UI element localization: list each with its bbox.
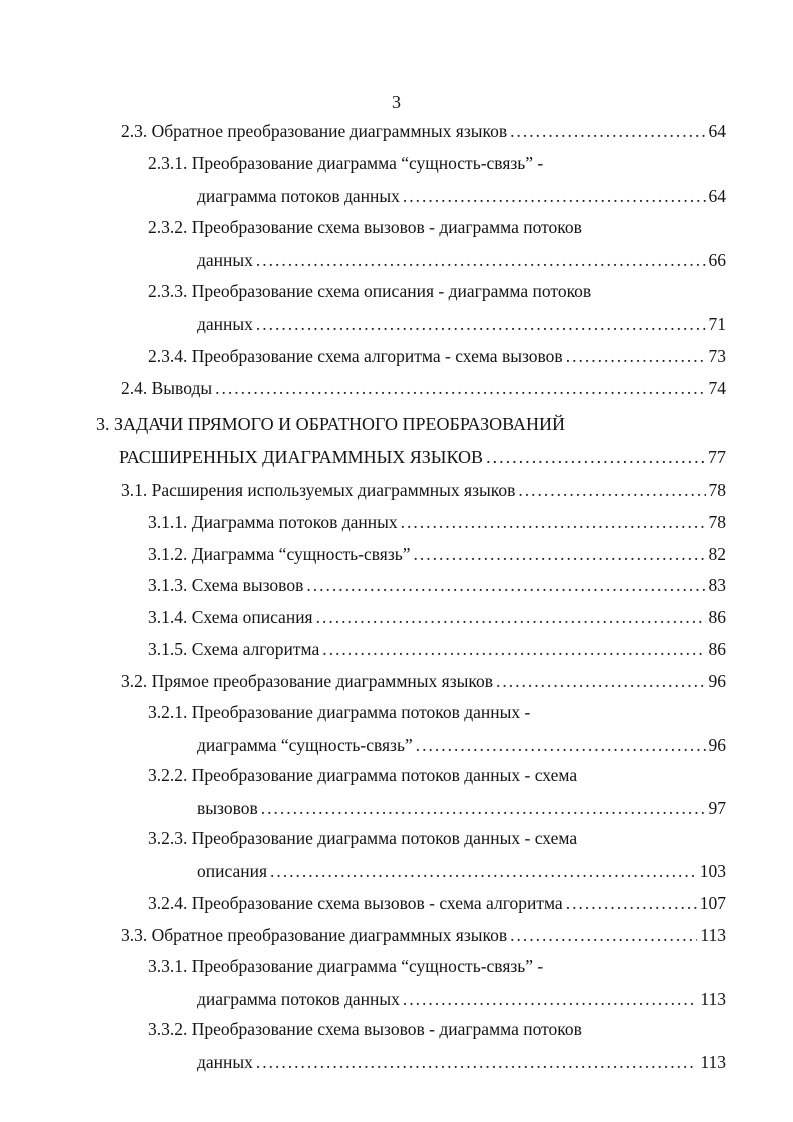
- dot-leader: [401, 511, 706, 533]
- toc-entry-continuation: [197, 311, 726, 335]
- toc-chapter-heading: [96, 413, 726, 437]
- toc-entry-page: 113: [700, 925, 726, 945]
- toc-entry-continuation: [197, 795, 726, 819]
- toc-entry-title: диаграмма потоков данных: [197, 186, 400, 206]
- toc-entry-page: 107: [699, 893, 726, 913]
- toc-entry-page: 86: [708, 639, 726, 659]
- dot-leader: [510, 924, 697, 946]
- toc-entry: [148, 343, 726, 367]
- dot-leader: [510, 120, 705, 142]
- toc-entry: [148, 955, 726, 979]
- toc-entry-page: 96: [708, 735, 726, 755]
- toc-entry-title: диаграмма потоков данных: [197, 989, 400, 1009]
- toc-entry-title: 3.3. Обратное преобразование диаграммных языков: [121, 925, 508, 945]
- toc-entry-continuation: [197, 183, 726, 207]
- toc-entry: [148, 572, 726, 596]
- toc-entry-page: 86: [708, 607, 726, 627]
- toc-entry-title: 3.1.2. Диаграмма “сущность-связь”: [148, 544, 411, 564]
- toc-entry-continuation: [197, 732, 726, 756]
- toc-entry-continuation: [197, 858, 726, 882]
- toc-entry-continuation: [197, 986, 726, 1010]
- dot-leader: [316, 606, 706, 628]
- dot-leader: [256, 313, 706, 335]
- dot-leader: [322, 638, 705, 660]
- toc-entry: [148, 636, 726, 660]
- toc-entry-continuation: [197, 247, 726, 271]
- toc-entry: [148, 604, 726, 628]
- toc-entry: [121, 922, 726, 946]
- toc-entry-title: РАСШИРЕННЫХ ДИАГРАММНЫХ ЯЗЫКОВ: [119, 447, 484, 467]
- toc-entry: [148, 280, 726, 304]
- toc-entry-title: 3.1.1. Диаграмма потоков данных: [148, 512, 398, 532]
- dot-leader: [416, 734, 706, 756]
- dot-leader: [566, 892, 697, 914]
- toc-entry: [121, 375, 726, 399]
- toc-entry-title: 3.2. Прямое преобразование диаграммных языков: [121, 671, 494, 691]
- toc-entry-title: 2.3.3. Преобразование схема описания - диаграмма потоков: [148, 281, 592, 301]
- toc-entry-page: 74: [708, 378, 726, 398]
- dot-leader: [270, 860, 697, 882]
- toc-entry-page: 78: [708, 512, 726, 532]
- dot-leader: [518, 479, 705, 501]
- toc-entry-page: 64: [708, 186, 726, 206]
- toc-entry: [148, 890, 726, 914]
- dot-leader: [256, 1051, 697, 1073]
- toc-entry-title: 3.1.3. Схема вызовов: [148, 575, 304, 595]
- toc-entry: [148, 152, 726, 176]
- dot-leader: [414, 543, 706, 565]
- toc-entry-title: данных: [197, 314, 253, 334]
- toc-entry: [148, 764, 726, 788]
- toc-entry-page: 64: [708, 121, 726, 141]
- toc-entry-page: 96: [708, 671, 726, 691]
- toc-entry-page: 82: [708, 544, 726, 564]
- toc-entry-page: 71: [708, 314, 726, 334]
- toc-entry-title: 3.3.2. Преобразование схема вызовов - диаграмма потоков: [148, 1019, 582, 1039]
- toc-entry-page: 113: [700, 989, 726, 1009]
- toc-entry-page: 103: [699, 861, 726, 881]
- toc-entry-page: 83: [708, 575, 726, 595]
- toc-entry-title: 3.2.4. Преобразование схема вызовов - схема алгоритма: [148, 893, 563, 913]
- toc-entry: [121, 668, 726, 692]
- toc-entry-title: 3.2.2. Преобразование диаграмма потоков данных - схема: [148, 765, 578, 785]
- toc-entry-title: 2.3.2. Преобразование схема вызовов - диаграмма потоков: [148, 217, 582, 237]
- dot-leader: [261, 797, 706, 819]
- dot-leader: [403, 185, 706, 207]
- toc-entry-title: описания: [197, 861, 268, 881]
- dot-leader: [256, 249, 706, 271]
- toc-entry-page: 66: [708, 250, 726, 270]
- dot-leader: [496, 670, 705, 692]
- dot-leader: [306, 574, 705, 596]
- dot-leader: [403, 988, 698, 1010]
- toc-entry-page: 77: [708, 447, 726, 467]
- toc-entry: [121, 118, 726, 142]
- dot-leader: [215, 377, 705, 399]
- toc-entry: [148, 701, 726, 725]
- toc-chapter-heading-continuation: [119, 444, 726, 468]
- toc-entry: [148, 216, 726, 240]
- toc-entry-title: диаграмма “сущность-связь”: [197, 735, 413, 755]
- toc-entry: [148, 541, 726, 565]
- page-number: 3: [392, 92, 401, 112]
- toc-entry-title: данных: [197, 250, 253, 270]
- toc-entry-title: 2.3.4. Преобразование схема алгоритма - схема вызовов: [148, 346, 563, 366]
- toc-entry: [121, 477, 726, 501]
- toc-entry-title: 3.1.4. Схема описания: [148, 607, 313, 627]
- toc-entry-page: 97: [708, 798, 726, 818]
- toc-entry: [148, 509, 726, 533]
- toc-entry-title: 3. ЗАДАЧИ ПРЯМОГО И ОБРАТНОГО ПРЕОБРАЗОВАНИЙ: [96, 414, 565, 434]
- toc-entry: [148, 827, 726, 851]
- toc-entry: [148, 1018, 726, 1042]
- toc-entry-title: вызовов: [197, 798, 258, 818]
- toc-entry-title: 3.3.1. Преобразование диаграмма “сущность-связь” -: [148, 956, 544, 976]
- toc-entry-title: 2.3. Обратное преобразование диаграммных языков: [121, 121, 508, 141]
- dot-leader: [566, 345, 706, 367]
- toc-entry-page: 113: [700, 1052, 726, 1072]
- toc-entry-title: 3.2.3. Преобразование диаграмма потоков данных - схема: [148, 828, 578, 848]
- toc-entry-page: 73: [708, 346, 726, 366]
- toc-entry-title: 2.4. Выводы: [121, 378, 213, 398]
- toc-entry-title: 3.2.1. Преобразование диаграмма потоков данных -: [148, 702, 531, 722]
- toc-entry-continuation: [197, 1049, 726, 1073]
- toc-entry-title: данных: [197, 1052, 253, 1072]
- toc-entry-page: 78: [708, 480, 726, 500]
- toc-entry-title: 3.1.5. Схема алгоритма: [148, 639, 320, 659]
- toc-entry-title: 2.3.1. Преобразование диаграмма “сущность-связь” -: [148, 153, 544, 173]
- toc-entry-title: 3.1. Расширения используемых диаграммных языков: [121, 480, 516, 500]
- dot-leader: [486, 446, 705, 468]
